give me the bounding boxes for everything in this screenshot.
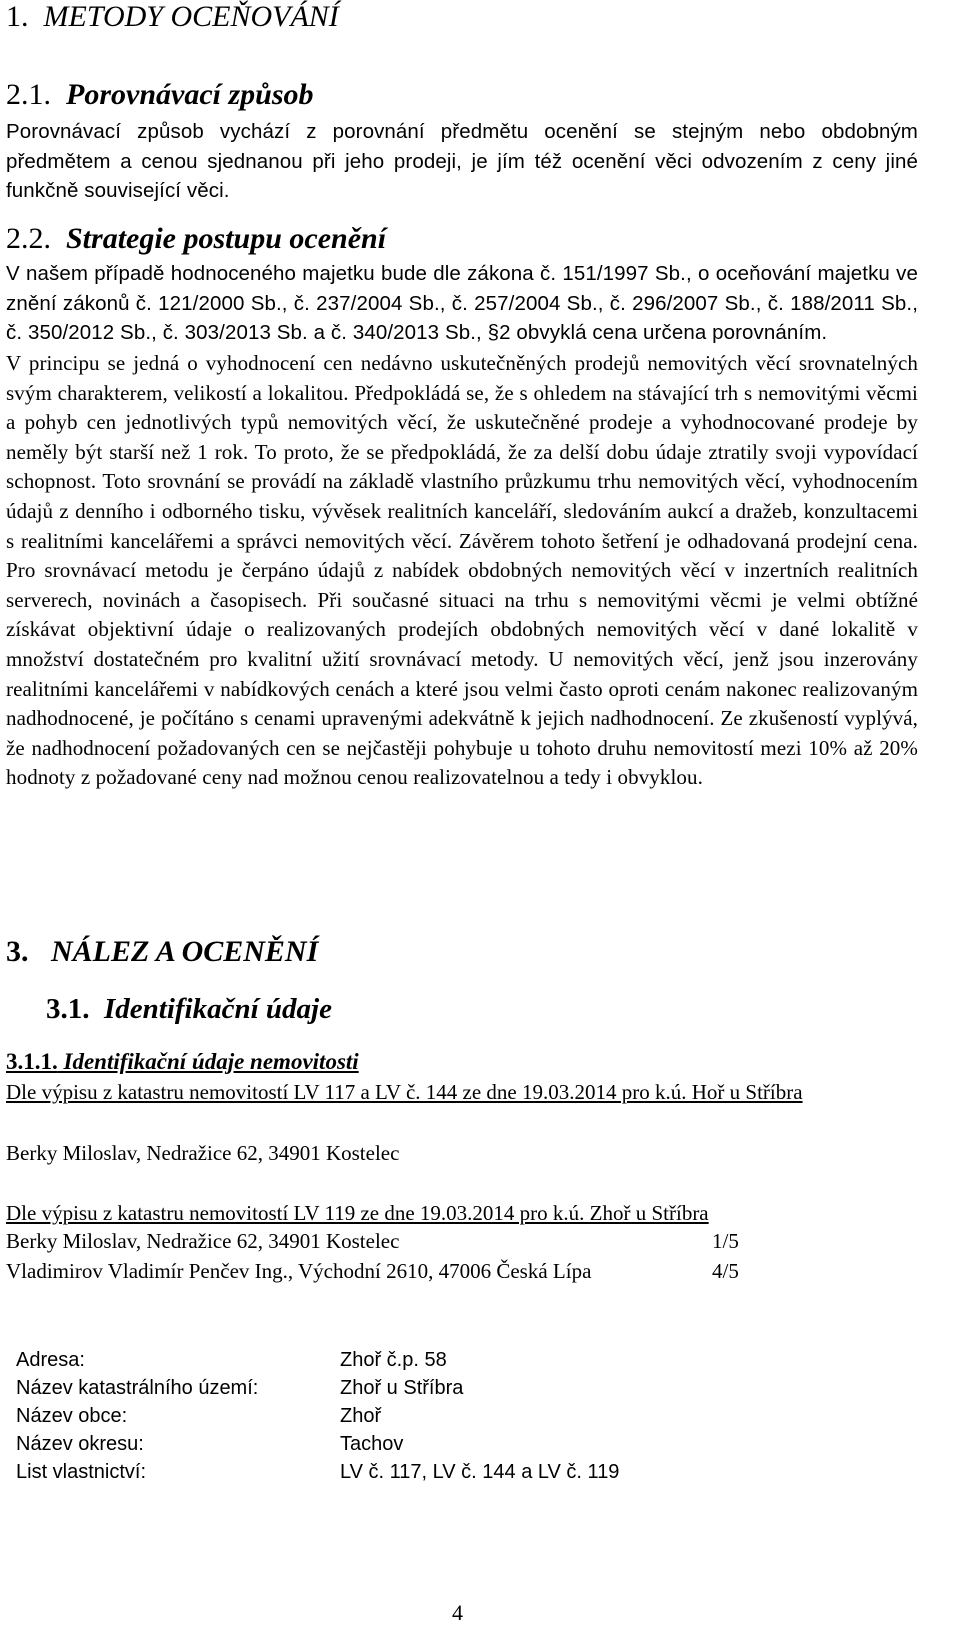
section-3-heading: [6, 935, 318, 969]
owner-row: [6, 1259, 591, 1284]
section-number: 3.1.: [46, 993, 90, 1025]
section-title: Porovnávací způsob: [66, 78, 314, 111]
info-label: List vlastnictví:: [16, 1461, 147, 1483]
section-2-1-heading: [6, 78, 314, 112]
section-2-1-text: Porovnávací způsob vychází z porovnání předmětu ocenění se stejným nebo obdobným předmětem a cenou sjednanou při jeho prodeji, je jím též ocenění věci odvozením z ceny jiné funkčně související věci.: [6, 120, 918, 202]
section-title: METODY OCEŇOVÁNÍ: [43, 0, 339, 33]
section-1-heading: [6, 0, 339, 34]
section-title: Strategie postupu ocenění: [66, 222, 387, 255]
info-label: Název obce:: [16, 1405, 128, 1427]
section-title: Identifikační údaje nemovitosti: [63, 1049, 359, 1074]
owner-share: 4/5: [712, 1259, 739, 1283]
info-value: Zhoř č.p. 58: [340, 1349, 447, 1371]
section-number: 2.2.: [6, 222, 51, 255]
page-number: 4: [452, 1600, 463, 1625]
section-number: 3.1.1.: [6, 1049, 58, 1074]
section-title: NÁLEZ A OCENĚNÍ: [51, 935, 319, 968]
extract-heading-2: Dle výpisu z katastru nemovitostí LV 119 ze dne 19.03.2014 pro k.ú. Zhoř u Stříbra: [6, 1201, 709, 1225]
info-value: Tachov: [340, 1433, 404, 1455]
section-2-2-text-2: V principu se jedná o vyhodnocení cen nedávno uskutečněných prodejů nemovitých věcí srovnatelných svým charakterem, velikostí a lokalitou. Předpokládá se, že s ohledem na stávající trh s nemovitými věcmi a pohyb cen jednotlivých typů nemovitých věcí, že uskutečněné prodeje a vyhodnocované prodeje by neměly být starší než 1 rok. To proto, že se předpokládá, že za delší dobu údaje ztratily svoji vypovídací schopnost. Toto srovnání se provádí na základě vlastního průzkumu trhu nemovitých věcí, vyhodnocením údajů z denního i odborného tisku, vývěsek realitních kanceláří, sledováním aukcí a dražeb, konzultacemi s realitními kancelářemi a správci nemovitých věcí. Závěrem tohoto šetření je odhadovaná prodejní cena. Pro srovnávací metodu je čerpáno údajů z nabídek obdobných nemovitých věcí v inzertních realitních serverech, novinách a časopisech. Při současné situaci na trhu s nemovitými věcmi je velmi obtížné získávat objektivní údaje o realizovaných prodejích obdobných nemovitých věcí v dané lokalitě v množství dostatečném pro kvalitní užití srovnávací metody. U nemovitých věcí, jenž jsou inzerovány realitními kancelářemi v nabídkových cenách a které jsou velmi často oproti cenám nakonec realizovaným nadhodnocené, je počítáno s cenami upravenými adekvátně k jejich nadhodnocení. Ze zkušeností vyplývá, že nadhodnocení požadovaných cen se nejčastěji pohybuje u tohoto druhu nemovitostí mezi 10% až 20% hodnoty z požadované ceny nad možnou cenou realizovatelnou a tedy i obvyklou.: [6, 351, 918, 790]
section-3-1-1-heading: [6, 1049, 359, 1075]
section-3-1-heading: [46, 993, 332, 1026]
section-2-2-heading: [6, 222, 386, 256]
section-number: 3.: [6, 935, 29, 968]
info-value: Zhoř u Stříbra: [340, 1377, 464, 1399]
section-number: 1.: [6, 0, 29, 33]
section-number: 2.1.: [6, 78, 51, 111]
info-label: Název okresu:: [16, 1433, 144, 1455]
owner-name: Berky Miloslav, Nedražice 62, 34901 Kostelec: [6, 1229, 400, 1253]
extract-heading-1: Dle výpisu z katastru nemovitostí LV 117 a LV č. 144 ze dne 19.03.2014 pro k.ú. Hoř u Stříbra: [6, 1080, 803, 1104]
owner-line-1: Berky Miloslav, Nedražice 62, 34901 Kostelec: [6, 1141, 400, 1165]
owner-name: Vladimirov Vladimír Penčev Ing., Východní 2610, 47006 Česká Lípa: [6, 1259, 592, 1283]
owner-row: [6, 1229, 399, 1254]
section-2-2-text-1: V našem případě hodnoceného majetku bude dle zákona č. 151/1997 Sb., o oceňování majetku ve znění zákonů č. 121/2000 Sb., č. 237/2004 Sb., č. 257/2004 Sb., č. 296/2007 Sb., č. 188/2011 Sb., č. 350/2012 Sb., č. 303/2013 Sb. a č. 340/2013 Sb., §2 obvyklá cena určena porovnáním.: [6, 262, 918, 344]
section-title: Identifikační údaje: [104, 993, 332, 1025]
info-label: Název katastrálního území:: [16, 1377, 259, 1399]
info-value: LV č. 117, LV č. 144 a LV č. 119: [340, 1461, 620, 1483]
info-label: Adresa:: [16, 1349, 85, 1371]
owner-share: 1/5: [712, 1229, 739, 1253]
info-value: Zhoř: [340, 1405, 382, 1427]
